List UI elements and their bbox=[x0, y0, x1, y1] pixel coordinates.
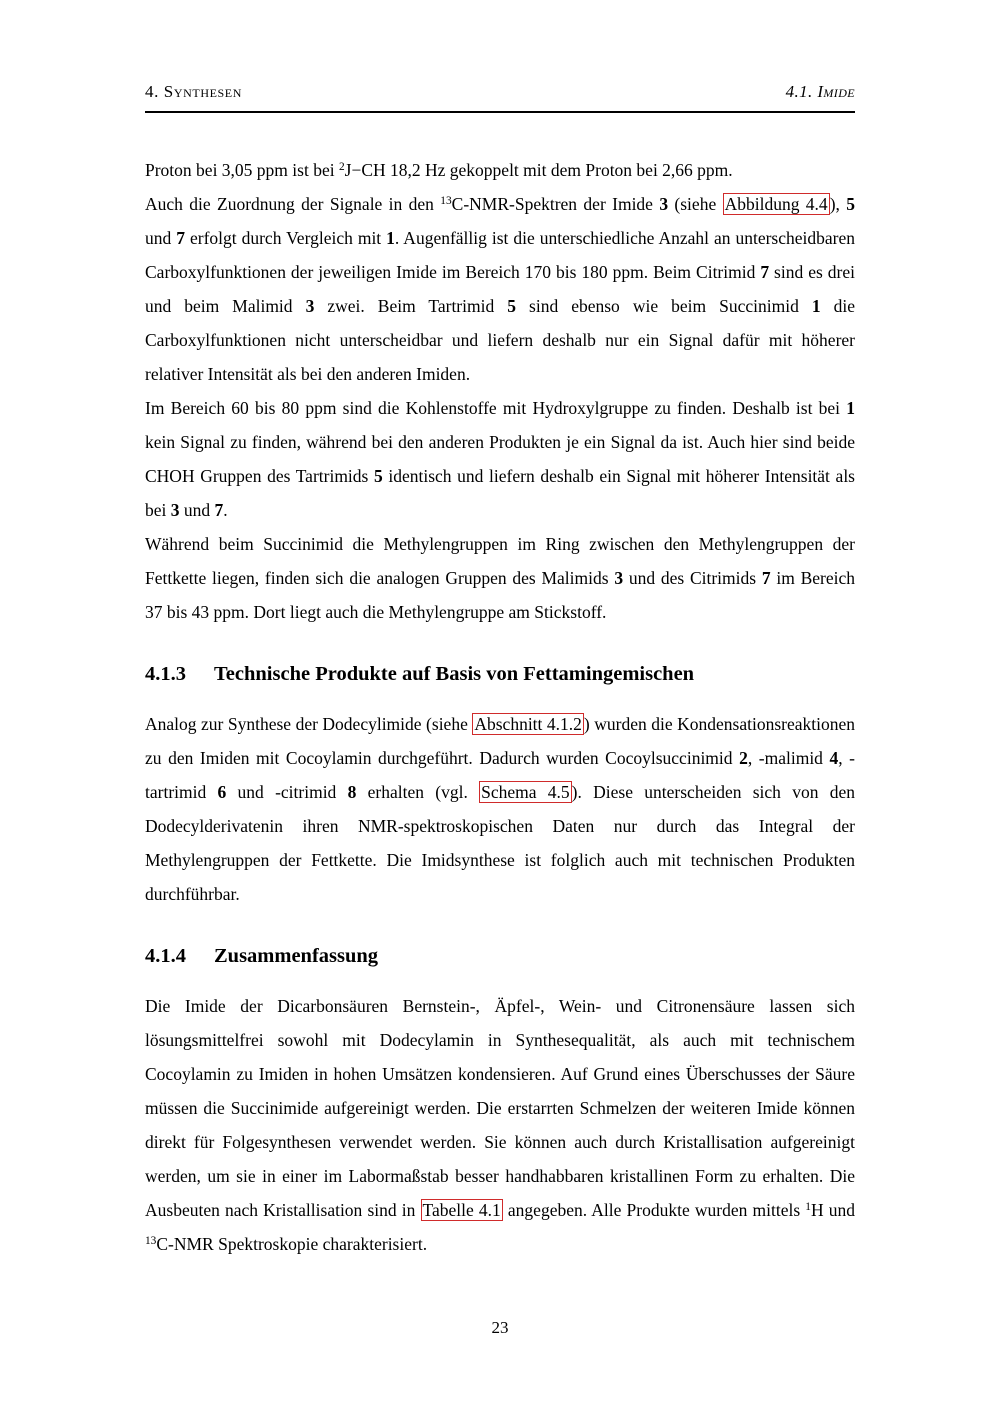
text-run: C-NMR Spektroskopie charakterisiert. bbox=[156, 1234, 428, 1254]
text-run: 5 bbox=[846, 194, 855, 214]
text-run: sind es drei und beim Malimid bbox=[145, 262, 855, 316]
link-tabelle-4-1[interactable]: Tabelle 4.1 bbox=[422, 1200, 501, 1220]
paragraph-methylene-region bbox=[145, 527, 855, 629]
text-run: 1 bbox=[846, 398, 855, 418]
section-title: Technische Produkte auf Basis von Fettamingemischen bbox=[214, 663, 695, 685]
page-body bbox=[145, 153, 855, 1261]
text-run: J−CH 18,2 Hz gekoppelt mit dem Proton bei 2,66 ppm. bbox=[344, 160, 733, 180]
text-run: 1 bbox=[386, 228, 395, 248]
text-run: (siehe bbox=[668, 194, 723, 214]
superscript: 13 bbox=[145, 1235, 157, 1248]
text-run: und bbox=[145, 228, 177, 248]
text-run: Analog zur Synthese der Dodecylimide (siehe bbox=[145, 714, 473, 734]
text-run: H und bbox=[810, 1200, 855, 1220]
text-run: ) wurden die Kondensationsreaktionen zu den Imiden mit Cocoylamin durchgeführt. Dadurch wurden Cocoylsuccinimid bbox=[145, 714, 855, 768]
text-run: sind ebenso wie beim Succinimid bbox=[516, 296, 812, 316]
link-abschnitt-4-1-2[interactable]: Abschnitt 4.1.2 bbox=[474, 714, 582, 734]
superscript: 2 bbox=[338, 161, 345, 174]
paragraph-proton-coupling bbox=[145, 153, 855, 187]
text-run: 4 bbox=[829, 748, 839, 768]
section-number: 4.1.3 bbox=[145, 663, 186, 685]
section-number: 4.1.4 bbox=[145, 945, 186, 967]
link-schema-4-5[interactable]: Schema 4.5 bbox=[481, 782, 570, 802]
text-run: und -citrimid bbox=[226, 782, 348, 802]
text-run: ). Diese unterscheiden sich von den Dodecylderivatenin ihren NMR-spektroskopischen Daten nur durch das Integral der Methylengruppen der Fettkette. Die Imidsynthese ist folglich auch mit technischen Produkten durchführbar. bbox=[145, 782, 856, 904]
text-run: Auch die Zuordnung der Signale in den bbox=[145, 194, 441, 214]
text-run: 1 bbox=[811, 296, 821, 316]
text-run: und des Citrimids bbox=[623, 568, 762, 588]
text-run: 3 bbox=[170, 500, 180, 520]
text-run: 6 bbox=[217, 782, 227, 802]
paragraph-hydroxyl-region bbox=[145, 391, 855, 527]
text-run: 5 bbox=[507, 296, 516, 316]
text-run: 3 bbox=[659, 194, 669, 214]
paragraph-technical-products bbox=[145, 707, 855, 911]
header-rule bbox=[145, 111, 855, 113]
text-run: Proton bei 3,05 ppm ist bei bbox=[145, 160, 339, 180]
text-run: erhalten (vgl. bbox=[356, 782, 480, 802]
text-run: 5 bbox=[373, 466, 383, 486]
text-run: zwei. Beim Tartrimid bbox=[314, 296, 508, 316]
text-run: 8 bbox=[347, 782, 357, 802]
text-run: . bbox=[223, 500, 228, 520]
text-run: 2 bbox=[739, 748, 748, 768]
text-run: kein Signal zu finden, während bei den anderen Produkten je ein Signal da ist. Auch hier sind beide CHOH Gruppen des Tartrimids bbox=[145, 432, 855, 486]
text-run: C-NMR-Spektren der Imide bbox=[451, 194, 660, 214]
text-run: 3 bbox=[614, 568, 624, 588]
text-run: 7 bbox=[761, 568, 771, 588]
section-heading-4-1-3 bbox=[145, 661, 855, 687]
text-run: , -malimid bbox=[747, 748, 830, 768]
text-run: angegeben. Alle Produkte wurden mittels bbox=[502, 1200, 806, 1220]
page-number: 23 bbox=[491, 1318, 509, 1337]
text-run: Während beim Succinimid die Methylengruppen im Ring zwischen den Methylengruppen der Fettkette liegen, finden sich die analogen Gruppen des Malimids bbox=[145, 534, 855, 588]
text-run: 3 bbox=[305, 296, 315, 316]
text-run: , -tartrimid bbox=[145, 748, 856, 802]
link-abbildung-4-4[interactable]: Abbildung 4.4 bbox=[724, 194, 828, 214]
text-run: 7 bbox=[214, 500, 224, 520]
text-run: . Augenfällig ist die unterschiedliche Anzahl an unterscheidbaren Carboxylfunktionen der jeweiligen Imide im Bereich 170 bis 180 ppm. Beim Citrimid bbox=[145, 228, 855, 282]
section-heading-4-1-4 bbox=[145, 943, 855, 969]
page-header bbox=[145, 82, 855, 102]
superscript: 13 bbox=[440, 195, 452, 208]
text-run: erfolgt durch Vergleich mit bbox=[184, 228, 387, 248]
superscript: 1 bbox=[805, 1201, 811, 1214]
text-run: identisch und liefern deshalb ein Signal mit höherer Intensität als bei bbox=[145, 466, 855, 520]
header-section-title: 4.1. Imide bbox=[785, 82, 855, 101]
text-run: ), bbox=[829, 194, 847, 214]
paragraph-c13-signal-assignment bbox=[145, 187, 855, 391]
text-run: und bbox=[179, 500, 215, 520]
text-run: im Bereich 37 bis 43 ppm. Dort liegt auch die Methylengruppe am Stickstoff. bbox=[145, 568, 855, 622]
header-chapter-title: 4. Synthesen bbox=[145, 82, 242, 101]
section-title: Zusammenfassung bbox=[214, 945, 379, 967]
text-run: Im Bereich 60 bis 80 ppm sind die Kohlenstoffe mit Hydroxylgruppe zu finden. Deshalb ist bei bbox=[145, 398, 847, 418]
text-run: Die Imide der Dicarbonsäuren Bernstein-, Äpfel-, Wein- und Citronensäure lassen sich lösungsmittelfrei sowohl mit Dodecylamin in Synthesequalität, als auch mit technischem Cocoylamin zu Imiden in hohen Umsätzen kondensieren. Auf Grund eines Überschusses der Säure müssen die Succinimide aufgereinigt werden. Die erstarrten Schmelzen der weiteren Imide können direkt für Folgesynthesen verwendet werden. Sie können auch durch Kristallisation aufgereinigt werden, um sie in einer im Labormaßstab besser handhabbaren kristallinen Form zu erhalten. Die Ausbeuten nach Kristallisation sind in bbox=[145, 996, 855, 1220]
text-run: 7 bbox=[760, 262, 770, 282]
paragraph-summary bbox=[145, 989, 855, 1261]
text-run: 7 bbox=[176, 228, 185, 248]
text-run: die Carboxylfunktionen nicht unterscheidbar und liefern deshalb nur ein Signal dafür mit höherer relativer Intensität als bei den anderen Imiden. bbox=[145, 296, 855, 384]
